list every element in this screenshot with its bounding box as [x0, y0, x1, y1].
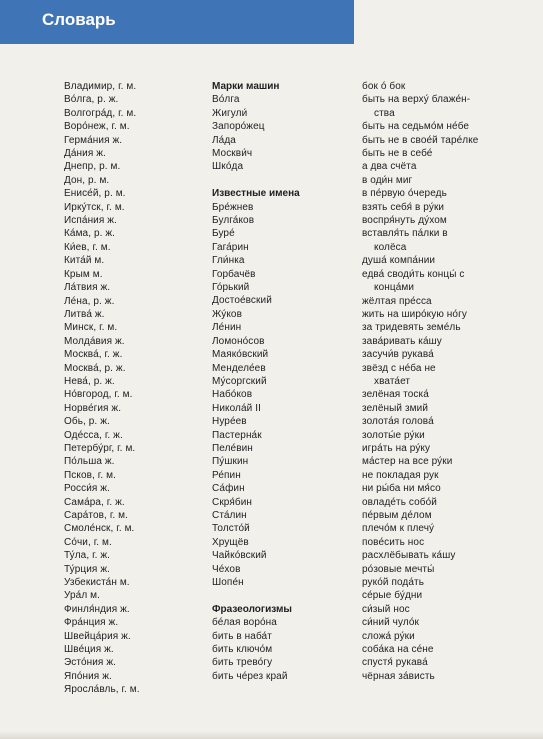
dictionary-entry: Ла́да: [212, 134, 236, 146]
idiom-entry: [362, 227, 532, 254]
dictionary-entry: Дон, р. м.: [64, 174, 110, 186]
dictionary-entry: бить трево́гу: [212, 657, 273, 669]
dictionary-entry: Буре́: [212, 228, 235, 240]
idiom-text: быть на седьмо́м не́бе: [362, 121, 470, 133]
idiom-text: пове́сить нос: [362, 536, 425, 548]
dictionary-entry: Владимир, г. м.: [64, 81, 137, 92]
idiom-text: бок о́ бок: [362, 81, 406, 92]
dictionary-entry: Скря́бин: [212, 496, 252, 508]
idiom-text: плечо́м к плечу́: [362, 523, 435, 535]
idiom-text: зелёная тоска́: [362, 389, 429, 401]
dictionary-entry: Ста́лин: [212, 509, 247, 521]
dictionary-entry: Сара́тов, г. м.: [64, 510, 128, 521]
idiom-entry: [362, 442, 532, 455]
idiom-text: душа́ компа́нии: [362, 255, 436, 267]
idiom-continuation: хвата́ет: [374, 375, 411, 387]
idiom-entry: [362, 643, 532, 656]
idiom-text: не покладая рук: [362, 469, 439, 481]
dictionary-entry: Молда́вия ж.: [64, 335, 125, 347]
dictionary-entry: Толсто́й: [212, 523, 250, 535]
idiom-text: быть не в свое́й таре́лке: [362, 134, 479, 146]
famous-names-list: [212, 201, 352, 590]
dictionary-entry: Ирку́тск, г. м.: [64, 201, 125, 213]
heading-car-brands: Марки машин: [212, 81, 280, 92]
dictionary-entry: Са́фин: [212, 483, 245, 495]
idiom-entry: [362, 321, 532, 334]
dictionary-entry: Москви́ч: [212, 148, 253, 160]
dictionary-entry: Жигули́: [212, 107, 248, 119]
heading-famous-names: Известные имена: [212, 188, 300, 200]
dictionary-entry: Со́чи, г. м.: [64, 536, 112, 548]
idiom-entry: [362, 563, 532, 576]
dictionary-entry: Маяко́вский: [212, 349, 269, 361]
idiom-entry: [362, 120, 532, 133]
idiom-entry: [362, 187, 532, 200]
idiom-text: быть на верху́ блаже́н-: [362, 94, 471, 106]
idiom-entry: [362, 174, 532, 187]
dictionary-entry: Воро́неж, г. м.: [64, 121, 130, 133]
idiom-entry: [362, 93, 532, 120]
idiom-text: ро́зовые мечты́: [362, 563, 435, 575]
idiom-text: а два счёта: [362, 161, 417, 173]
idiom-text: спустя́ рукава́: [362, 657, 428, 669]
dictionary-entry: Фра́нция ж.: [64, 617, 119, 629]
dictionary-entry: Узбекиста́н м.: [64, 577, 130, 589]
dictionary-entry: Днепр, р. м.: [64, 161, 121, 173]
dictionary-entry: Москва́, р. ж.: [64, 362, 126, 374]
idiom-entry: [362, 268, 532, 295]
idiom-text: золоты́е ру́ки: [362, 429, 425, 441]
dictionary-entry: Шопе́н: [212, 577, 244, 589]
dictionary-entry: Герма́ния ж.: [64, 134, 123, 146]
dictionary-entry: Сама́ра, г. ж.: [64, 496, 125, 508]
idiom-entry: [362, 509, 532, 522]
idiom-text: руко́й пода́ть: [362, 577, 425, 589]
dictionary-entry: бить ключо́м: [212, 644, 273, 656]
idiom-entry: [362, 603, 532, 616]
idiom-text: расхлёбывать ка́шу: [362, 550, 456, 562]
dictionary-entry: Норве́гия ж.: [64, 402, 122, 414]
dictionary-entry: Енисе́й, р. м.: [64, 188, 126, 200]
idiom-entry: [362, 214, 532, 227]
idiom-text: зелёный змий: [362, 402, 429, 414]
dictionary-entry: Но́вгород, г. м.: [64, 389, 133, 401]
idiom-entry: [362, 415, 532, 428]
dictionary-entry: Пастерна́к: [212, 429, 262, 441]
section-header: [0, 0, 354, 44]
dictionary-entry: Ки́ев, г. м.: [64, 241, 111, 253]
dictionary-entry: Пеле́вин: [212, 442, 253, 454]
names-column: [212, 80, 352, 683]
idiom-entry: [362, 348, 532, 361]
idiom-entry: [362, 362, 532, 389]
dictionary-entry: Запоро́жец: [212, 121, 265, 133]
idiom-entry: [362, 482, 532, 495]
idiom-text: си́зый нос: [362, 603, 410, 615]
idiom-text: взять себя́ в ру́ки: [362, 201, 445, 213]
idiom-entry: [362, 254, 532, 267]
page-edge: [0, 731, 543, 739]
idiom-entry: [362, 656, 532, 669]
idiom-entry: [362, 455, 532, 468]
dictionary-entry: Горбачёв: [212, 268, 256, 280]
dictionary-entry: Литва́ ж.: [64, 308, 105, 320]
idiom-text: жить на широ́кую но́гу: [362, 308, 467, 320]
idioms-list: [212, 616, 352, 683]
dictionary-entry: бить че́рез край: [212, 670, 288, 682]
idiom-entry: [362, 429, 532, 442]
idiom-text: пе́рвым де́лом: [362, 510, 432, 521]
idiom-text: овладе́ть собо́й: [362, 496, 437, 508]
dictionary-entry: Ла́твия ж.: [64, 282, 111, 294]
dictionary-entry: Булга́ков: [212, 215, 255, 227]
idiom-text: сложа́ ру́ки: [362, 630, 415, 642]
dictionary-entry: Яросла́вль, г. м.: [64, 684, 140, 696]
idiom-entry: [362, 496, 532, 509]
idiom-entry: [362, 147, 532, 160]
dictionary-entry: Япо́ния ж.: [64, 670, 112, 682]
idiom-entry: [362, 134, 532, 147]
dictionary-entry: Никола́й II: [212, 402, 261, 414]
dictionary-entry: Петербу́рг, г. м.: [64, 442, 136, 454]
idiom-entry: [362, 536, 532, 549]
idiom-continuation: колёса: [374, 241, 407, 253]
dictionary-entry: Эсто́ния ж.: [64, 657, 116, 669]
dictionary-entry: Испа́ния ж.: [64, 215, 117, 227]
dictionary-entry: бить в наба́т: [212, 630, 272, 642]
spacer: [212, 589, 352, 602]
dictionary-entry: Му́соргский: [212, 375, 267, 387]
dictionary-entry: Пу́шкин: [212, 456, 249, 468]
idiom-text: едва́ своди́ть концы́ с: [362, 268, 465, 280]
idiom-text: вставля́ть па́лки в: [362, 228, 448, 240]
dictionary-entry: Ура́л м.: [64, 590, 100, 602]
idiom-entry: [362, 576, 532, 589]
dictionary-entry: Москва́, г. ж.: [64, 349, 123, 361]
idiom-text: засучи́в рукава́: [362, 349, 434, 361]
dictionary-entry: Бре́жнев: [212, 201, 254, 213]
idiom-entry: [362, 522, 532, 535]
idiom-text: игра́ть на ру́ку: [362, 442, 431, 454]
dictionary-entry: Да́ния ж.: [64, 148, 106, 160]
dictionary-entry: Крым м.: [64, 268, 103, 280]
geography-column: [64, 80, 204, 697]
dictionary-entry: Кита́й м.: [64, 255, 105, 267]
idiom-entry: [362, 589, 532, 602]
idiom-text: ма́стер на все ру́ки: [362, 456, 453, 468]
dictionary-entry: Волгогра́д, г. м.: [64, 107, 137, 119]
idiom-entry: [362, 469, 532, 482]
idiom-entry: [362, 670, 532, 683]
idiom-entry: [362, 80, 532, 93]
idiom-entry: [362, 201, 532, 214]
idiom-entry: [362, 549, 532, 562]
dictionary-entry: Ле́на, р. ж.: [64, 295, 115, 307]
idiom-text: в пе́рвую о́чередь: [362, 188, 447, 200]
idiom-entry: [362, 402, 532, 415]
idiom-entry: [362, 630, 532, 643]
idiom-text: звёзд с не́ба не: [362, 362, 436, 374]
dictionary-entry: Росси́я ж.: [64, 483, 110, 495]
dictionary-entry: Го́рький: [212, 282, 250, 294]
heading-idioms: Фразеологизмы: [212, 603, 292, 615]
idioms-column: [362, 80, 532, 683]
idiom-text: ни ры́ба ни мя́со: [362, 483, 441, 495]
dictionary-entry: Жу́ков: [212, 308, 242, 320]
dictionary-entry: Швейца́рия ж.: [64, 630, 131, 642]
dictionary-entry: Во́лга, р. ж.: [64, 94, 119, 106]
dictionary-entry: Ле́нин: [212, 322, 242, 334]
idiom-continuation: ства: [374, 107, 395, 119]
dictionary-entry: Ту́рция ж.: [64, 563, 110, 575]
idiom-entry: [362, 388, 532, 401]
dictionary-entry: Нева́, р. ж.: [64, 375, 115, 387]
dictionary-entry: Набо́ков: [212, 389, 253, 401]
dictionary-entry: Оде́сса, г. ж.: [64, 429, 123, 441]
dictionary-entry: Шве́ция ж.: [64, 644, 114, 656]
idiom-text: соба́ка на се́не: [362, 644, 434, 656]
car-brands-list: [212, 93, 352, 173]
dictionary-entry: Обь, р. ж.: [64, 416, 110, 428]
dictionary-entry: Менделе́ев: [212, 362, 266, 374]
dictionary-entry: бе́лая воро́на: [212, 617, 277, 629]
idiom-text: чёрная за́висть: [362, 670, 435, 682]
dictionary-entry: Че́хов: [212, 563, 241, 575]
dictionary-entry: Ломоно́сов: [212, 335, 265, 347]
idiom-entry: [362, 335, 532, 348]
page-title: Словарь: [42, 10, 116, 29]
idiom-text: се́рые бу́дни: [362, 590, 423, 602]
idiom-text: жёлтая пре́сса: [362, 295, 432, 307]
dictionary-entry: Во́лга: [212, 94, 240, 106]
idiom-entry: [362, 616, 532, 629]
idiom-entry: [362, 160, 532, 173]
dictionary-entry: Шко́да: [212, 161, 244, 173]
dictionary-entry: Финля́ндия ж.: [64, 603, 130, 615]
dictionary-entry: По́льша ж.: [64, 456, 115, 468]
dictionary-entry: Чайко́вский: [212, 550, 267, 562]
spacer: [212, 174, 352, 187]
dictionary-entry: Минск, г. м.: [64, 322, 118, 334]
dictionary-entry: Ту́ла, г. ж.: [64, 550, 111, 562]
idiom-text: зава́ривать ка́шу: [362, 335, 442, 347]
idiom-text: си́ний чуло́к: [362, 617, 420, 629]
dictionary-entry: Ка́ма, р. ж.: [64, 228, 116, 240]
dictionary-entry: Достое́вский: [212, 295, 272, 307]
idiom-entry: [362, 308, 532, 321]
idiom-entry: [362, 295, 532, 308]
idiom-text: за тридевять земе́ль: [362, 322, 461, 334]
idiom-text: в оди́н миг: [362, 174, 413, 186]
dictionary-entry: Ре́пин: [212, 469, 241, 481]
dictionary-entry: Псков, г. м.: [64, 469, 116, 481]
idiom-text: воспря́нуть ду́хом: [362, 215, 447, 227]
dictionary-entry: Гага́рин: [212, 241, 249, 253]
dictionary-entry: Нуре́ев: [212, 416, 247, 428]
dictionary-entry: Смоле́нск, г. м.: [64, 523, 135, 535]
dictionary-entry: Гли́нка: [212, 255, 245, 267]
dictionary-entry: Хрущёв: [212, 536, 249, 548]
idiom-continuation: конца́ми: [374, 282, 415, 294]
idiom-text: быть не в себе́: [362, 148, 433, 160]
idiom-text: золота́я голова́: [362, 416, 434, 428]
